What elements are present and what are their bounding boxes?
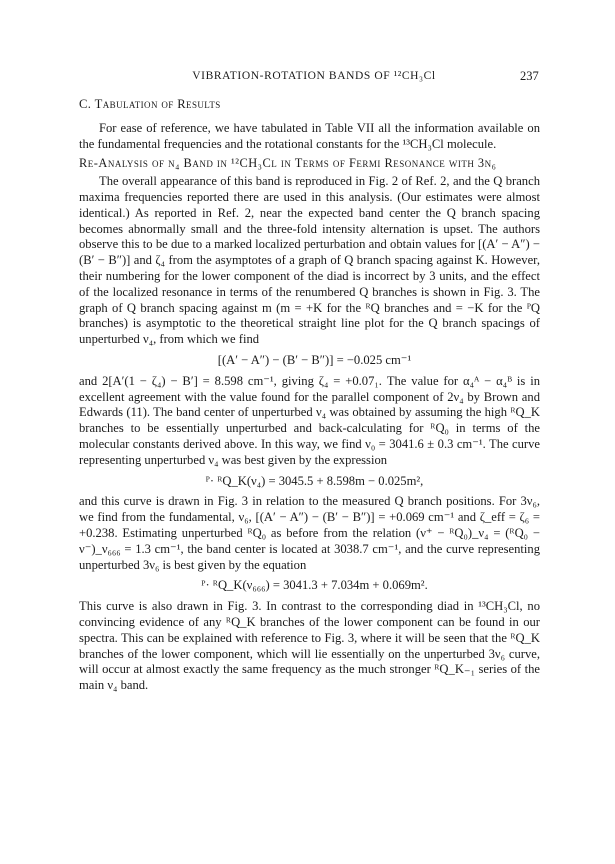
- subsection-heading-reanalysis: Re-Analysis of ν₄ Band in ¹²CH₃Cl in Terms of Fermi Resonance with 3ν₆: [79, 156, 497, 171]
- paragraph-reanalysis-1: The overall appearance of this band is reproduced in Fig. 2 of Ref. 2, and the Q branch maxima frequencies reported there are used in this analysis. (Our estimates were almost identical.) As reported in Ref. 2, near the expected band center the Q branch spacing becomes abnormally small and the three-fold intensity alternation is upset. The authors observe this to be due to a marked localized perturbation and obtain values for [(A′ − A″) − (B′ − B″)] and ζ₄ from the asymptotes of a graph of Q branch spacing against K. However, their numbering for the lower component of the diad is incorrect by 3 units, and the effect of the localized resonance in terms of the renumbered Q branches is shown in Fig. 3. The graph of Q branch spacing against m (m = +K for the ᴿQ branches and = −K for the ᴾQ branches) is asymptotic to the theoretical straight line plot for the Q branch spacings of unperturbed ν₄, from which we find: [79, 174, 540, 347]
- paragraph-reanalysis-4: This curve is also drawn in Fig. 3. In contrast to the corresponding diad in ¹³CH₃Cl, no convincing evidence of any ᴿQ_K branches of the lower component can be found in our spectra. This can be explained with reference to Fig. 3, where it will be seen that the ᴿQ_K branches of the lower component, which will lie essentially on the unperturbed 3ν₆ curve, will occur at almost exactly the same frequency as the much stronger ᴿQ_K₋₁ series of the main ν₄ band.: [79, 599, 540, 693]
- equation-constant-difference: [(A′ − A″) − (B′ − B″)] = −0.025 cm⁻¹: [217, 352, 412, 367]
- paragraph-reanalysis-2: and 2[A′(1 − ζ₄) − B′] = 8.598 cm⁻¹, giving ζ₄ = +0.07₁. The value for α₄ᴬ − α₄ᴮ is in excellent agreement with the value found for the parallel component of 2ν₄ by Brown and Edwards (11). The band center of unperturbed ν₄ was obtained by assuming the high ᴿQ_K branches to be essentially unperturbed and back-calculating for ᴿQ₀ in terms of the molecular constants derived above. In this way, we find ν₀ = 3041.6 ± 0.3 cm⁻¹. The curve representing unperturbed ν₄ was best given by the expression: [79, 373, 540, 467]
- paragraph-reanalysis-3: and this curve is drawn in Fig. 3 in relation to the measured Q branch positions. For 3ν₆, we find from the fundamental, ν₆, [(A′ − A″) − (B′ − B″)] = +0.069 cm⁻¹ and ζ_eff = ζ₆ = +0.238. Estimating unperturbed ᴿQ₀ as before from the relation (ν⁺ − ᴿQ₀)_ν₄ = (ᴿQ₀ − ν⁻)_ν₆₆₆ = 1.3 cm⁻¹, the band center is located at 3038.7 cm⁻¹, and the curve representing unperturbed 3ν₆ is best given by the equation: [79, 494, 540, 572]
- article-body: [79, 97, 540, 694]
- page-number: 237: [520, 69, 539, 83]
- running-head: VIBRATION-ROTATION BANDS OF ¹²CH₃Cl: [192, 70, 436, 82]
- equation-unperturbed-3v6: ᴾ· ᴿQ_K(ν₆₆₆) = 3041.3 + 7.034m + 0.069m².: [201, 578, 428, 593]
- section-heading-tabulation: C. Tabulation of Results: [79, 97, 221, 111]
- paragraph-tabulation: For ease of reference, we have tabulated in Table VII all the information available on the fundamental frequencies and the rotational constants for the ¹³CH₃Cl molecule.: [79, 120, 540, 151]
- equation-unperturbed-v4: ᴾ· ᴿQ_K(ν₄) = 3045.5 + 8.598m − 0.025m²,: [205, 473, 424, 488]
